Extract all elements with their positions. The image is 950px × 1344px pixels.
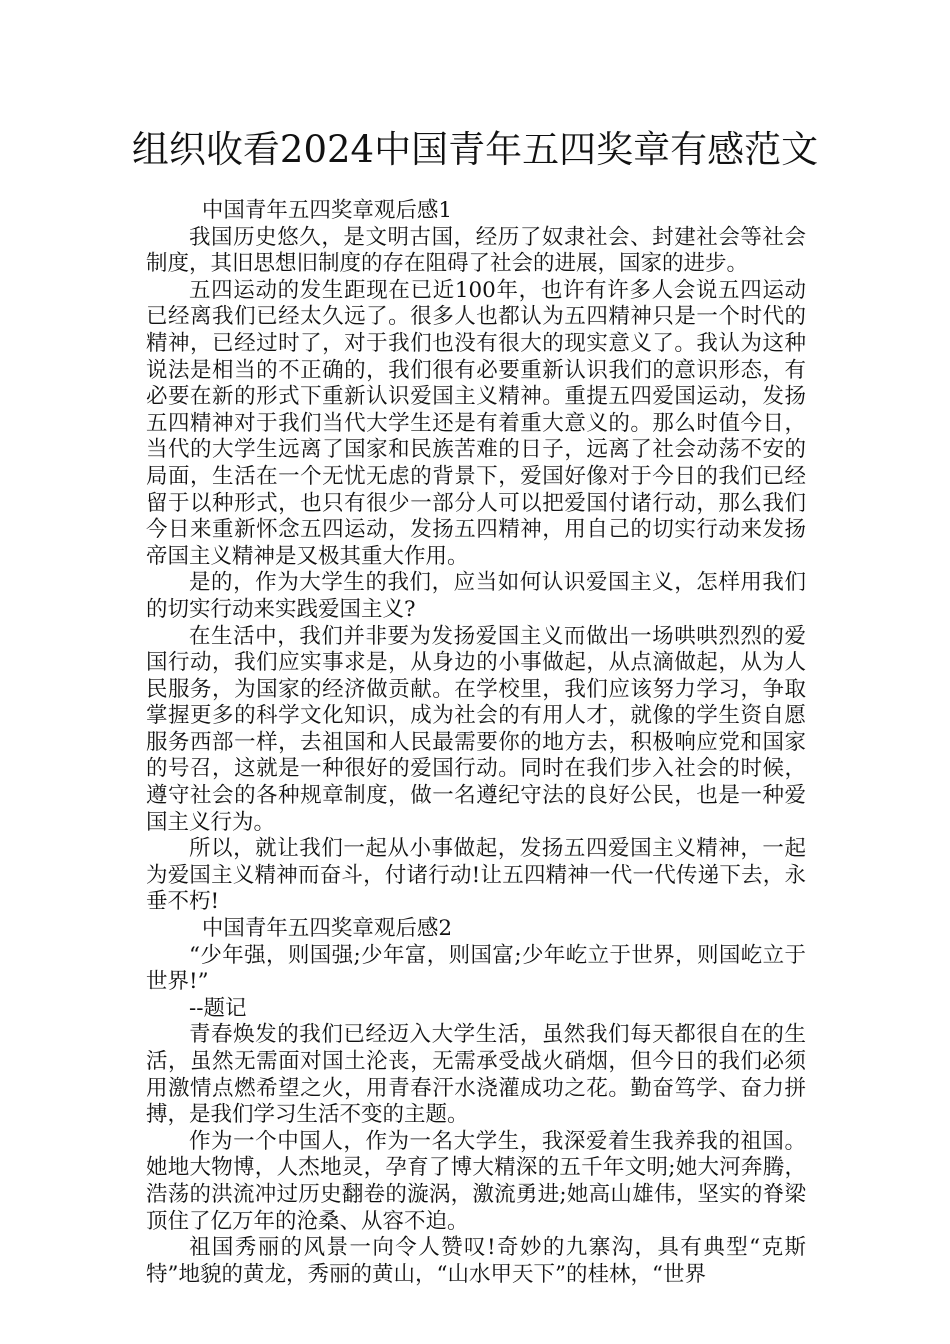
paragraph: “少年强，则国强;少年富，则国富;少年屹立于世界，则国屹立于世界!” <box>146 942 806 995</box>
paragraph: 祖国秀丽的风景一向令人赞叹!奇妙的九寨沟，具有典型“克斯特”地貌的黄龙，秀丽的黄山，“山水甲天下”的桂林，“世界 <box>146 1235 806 1287</box>
paragraph: 是的，作为大学生的我们，应当如何认识爱国主义，怎样用我们的切实行动来实践爱国主义? <box>146 570 806 622</box>
document-body <box>146 198 806 1288</box>
paragraph: --题记 <box>189 995 247 1021</box>
paragraph: 五四运动的发生距现在已近100年，也许有许多人会说五四运动已经离我们已经太久远了。很多人也都认为五四精神只是一个时代的精神，已经过时了，对于我们也没有很大的现实意义了。我认为这种说法是相当的不正确的，我们很有必要重新认识我们的意识形态，有必要在新的形式下重新认识爱国主义精神。重提五四爱国运动，发扬五四精神对于我们当代大学生还是有着重大意义的。那么时值今日，当代的大学生远离了国家和民族苦难的日子，远离了社会动荡不安的局面，生活在一个无忧无虑的背景下，爱国好像对于今日的我们已经留于以种形式，也只有很少一部分人可以把爱国付诸行动，那么我们今日来重新怀念五四运动，发扬五四精神，用自己的切实行动来发扬帝国主义精神是又极其重大作用。 <box>146 277 806 569</box>
paragraph: 作为一个中国人，作为一名大学生，我深爱着生我养我的祖国。她地大物博，人杰地灵，孕育了博大精深的五千年文明;她大河奔腾，浩荡的洪流冲过历史翻卷的漩涡，激流勇进;她高山雄伟，坚实的脊梁顶住了亿万年的沧桑、从容不迫。 <box>146 1128 806 1234</box>
paragraph: 在生活中，我们并非要为发扬爱国主义而做出一场哄哄烈烈的爱国行动，我们应实事求是，从身边的小事做起，从点滴做起，从为人民服务，为国家的经济做贡献。在学校里，我们应该努力学习，争取掌握更多的科学文化知识，成为社会的有用人才，就像的学生资自愿服务西部一样，去祖国和人民最需要你的地方去，积极响应党和国家的号召，这就是一种很好的爱国行动。同时在我们步入社会的时候，遵守社会的各种规章制度，做一名遵纪守法的良好公民，也是一种爱国主义行为。 <box>146 623 806 835</box>
document-title: 组织收看2024中国青年五四奖章有感范文 <box>131 128 819 171</box>
section-heading: 中国青年五四奖章观后感1 <box>201 198 453 223</box>
paragraph: 青春焕发的我们已经迈入大学生活，虽然我们每天都很自在的生活，虽然无需面对国土沦丧，无需承受战火硝烟，但今日的我们必须用激情点燃希望之火，用青春汗水浇灌成功之花。勤奋笃学、奋力拼搏，是我们学习生活不变的主题。 <box>146 1022 806 1128</box>
section-heading: 中国青年五四奖章观后感2 <box>201 916 453 942</box>
paragraph: 所以，就让我们一起从小事做起，发扬五四爱国主义精神，一起为爱国主义精神而奋斗，付诸行动!让五四精神一代一代传递下去，永垂不朽! <box>146 836 806 915</box>
paragraph: 我国历史悠久，是文明古国，经历了奴隶社会、封建社会等社会制度，其旧思想旧制度的存在阻碍了社会的进展，国家的进步。 <box>146 224 806 277</box>
